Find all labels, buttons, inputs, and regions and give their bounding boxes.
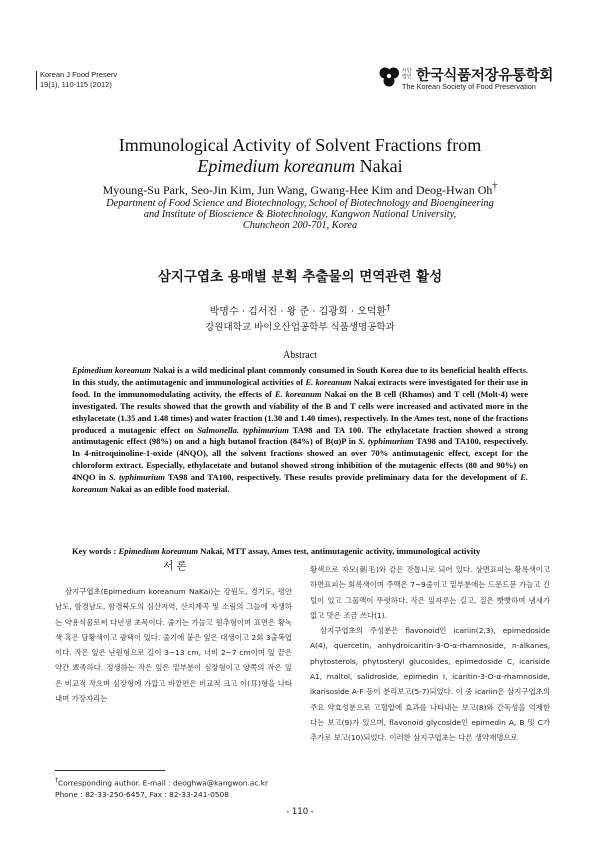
abstract-italic-7: E. koreanum bbox=[72, 472, 528, 495]
affiliation-line2: and Institute of Bioscience & Biotechnology, Kangwon National University, bbox=[143, 209, 457, 220]
abstract-text-7: Nakai as an edible food material. bbox=[107, 484, 230, 495]
korean-author-names: 박명수 · 김서진 · 왕 준 · 김광희 · 오덕환 bbox=[209, 306, 387, 318]
journal-bar bbox=[36, 71, 37, 90]
journal-volume: 19(1), 110-115 (2012) bbox=[40, 80, 112, 89]
abstract-text-3: Nakai on the B cell (Rhamos) and T cell (Molt-4) were investigated. The results showed that the growth and viability of the B and T cells were increased and activated more in the ethylacetate (1.35 and 1.48 times) and water fraction (1.30 and 1.40 times), respectively. In the Ames test, none of the fractions produced a mutagenic effect on bbox=[72, 388, 528, 435]
author-block bbox=[0, 181, 600, 231]
abstract-text-4: TA98 and TA 100. The ethylacetate fraction showed a strong antimutagenic effect (98%) on and a high butanol fraction (84%) of B(α)P in bbox=[72, 424, 528, 447]
footnote-phone: Phone : 82-33-250-6457, Fax : 82-33-241-0508 bbox=[55, 790, 229, 800]
intro-paragraph-2: 삼지구엽초의 주성분은 flavonoid인 icariin(2,3), epimedoside A(4), quercetin, anhydroicaritin-3-O-α-rhamnoside, n-alkanes, phytosterols, phytosteryl glucosides, epimedoside C, icariside A1, maltol, salidroside, epimedin I, icaritin-3-O-α-rhamnoside, ikarisoside A-F 등이 분리보고(5-7)되었다. 이 중 icariin은 삼지구엽초의 주요 약효성분으로 고혈압에 효과를 나타내는 보고(8)와 간독성을 억제한다는 보고(9)가 있으며, flavonoid glycoside인 epimedin A, B 및 C가 추가로 보고(10)되었다. 이러한 삼지구엽초는 다른 생약재명으로 bbox=[310, 626, 550, 743]
intro-paragraph-1: 삼지구엽초(Epimedium koreanum NaKai)는 강원도, 경기도, 평안남도, 함경남도, 함경북도의 심산지역, 산지계곡 및 소림의 그늘에 자생하는 약용식물로써 다년생 초목이다. 줄기는 가늘고 원추형이며 표면은 황녹색 혹은 담황색이고 광택이 있다. 줄기에 붙은 잎은 대생이고 2회 3출복엽이다. 작은 잎은 난원형으로 길이 3~13 cm, 너비 2~7 cm이며 잎 끝은 약간 뾰족하다. 정생하는 작은 잎은 밑부분이 심장형이고 양쪽의 작은 잎은 비교적 작으며 심장형에 가깝고 바깥편은 비교적 크고 이(耳)형을 나타내며 가장자리는 bbox=[55, 587, 292, 704]
abstract-italic-6: S. typhimurium bbox=[109, 472, 165, 483]
abstract-italic-3: E. koreanum bbox=[274, 388, 322, 399]
society-logo bbox=[378, 64, 578, 94]
corresponding-mark: † bbox=[492, 181, 498, 192]
page-number: - 110 - bbox=[286, 807, 314, 817]
society-name-english: The Korean Society of Food Preservation bbox=[402, 82, 536, 91]
section-title-introduction: 서 론 bbox=[163, 560, 187, 572]
keywords-label: Key words : bbox=[72, 546, 119, 556]
abstract-italic-4: Salmonella. typhimurium bbox=[197, 424, 289, 435]
korean-authors bbox=[0, 302, 600, 317]
abstract-italic-1: Epimedium koreanum bbox=[72, 365, 151, 375]
korean-affiliation: 강원대학교 바이오산업공학부 식품생명공학과 bbox=[205, 322, 395, 333]
society-emblem-icon bbox=[378, 66, 400, 88]
left-column bbox=[55, 584, 292, 706]
korean-title: 삼지구엽초 용매별 분획 추출물의 면역관련 활성 bbox=[157, 269, 443, 285]
keywords-list: Nakai, MTT assay, Ames test, antimutagenic activity, immunological activity bbox=[198, 546, 481, 556]
footnote-divider bbox=[55, 770, 165, 771]
intro-paragraph-1-cont: 황색으로 자모(刺毛)와 같은 잔톱니로 되어 있다. 상면표피는 황록색이고 하면표피는 회록색이며 주맥은 7~9줄이고 밑부분에는 드문드문 가늘고 긴 털이 있고 그물맥이 뚜렷하다. 작은 잎자루는 길고, 질은 빳빳하며 냄새가 없고 맛은 조금 쓰다(1). bbox=[310, 565, 550, 620]
abstract-text-5: TA98 and TA100, respectively. In 4-nitroquinoline-1-oxide (4NQO), all the solvent fractions showed an over 70% antimutagenic effect, except for the chloroform extract. Especially, ethylacetate and butanol showed strong inhibition of the mutagenic effects (80 and 90%) on 4NQO in bbox=[72, 436, 528, 483]
footnote bbox=[55, 775, 268, 801]
society-prefix: 사단법인 bbox=[402, 68, 412, 80]
abstract-italic-2: E. koreanum bbox=[305, 376, 352, 387]
species-author: Nakai bbox=[355, 156, 403, 176]
footnote-mark: † bbox=[55, 777, 59, 784]
keywords-italic: Epimedium koreanum bbox=[118, 546, 199, 556]
journal-citation bbox=[40, 70, 117, 90]
author-names: Myoung-Su Park, Seo-Jin Kim, Jun Wang, Gwang-Hee Kim and Deog-Hwan Oh bbox=[102, 183, 493, 197]
abstract-body bbox=[72, 365, 528, 496]
abstract-text-2: Nakai extracts were investigated for their use in food. In the immunomodulating activity, the effects of bbox=[72, 376, 528, 399]
abstract-italic-5: S. typhimurium bbox=[358, 436, 414, 447]
footnote-email: Corresponding author. E-mail : deoghwa@kangwon.ac.kr bbox=[58, 778, 269, 788]
paper-title-line1: Immunological Activity of Solvent Fractions from bbox=[118, 135, 482, 155]
abstract-heading: Abstract bbox=[283, 350, 317, 361]
korean-corresponding-mark: † bbox=[386, 302, 391, 312]
affiliation-line3: Chuncheon 200-701, Korea bbox=[242, 220, 358, 231]
keywords bbox=[72, 546, 542, 556]
affiliation-line1: Department of Food Science and Biotechnology, School of Biotechnology and Bioengineering bbox=[106, 198, 494, 209]
species-name: Epimedium koreanum bbox=[197, 156, 356, 176]
paper-title-line2 bbox=[0, 156, 600, 177]
right-column bbox=[310, 562, 550, 746]
abstract-text-1: Nakai is a wild medicinal plant commonly consumed in South Korea due to its beneficial health effects. In this study, the antimutagenic and immunological activities of bbox=[72, 365, 528, 387]
society-name-korean: 한국식품저장유통학회 bbox=[416, 68, 554, 84]
abstract-text-6: TA98 and TA100, respectively. These results provide preliminary data for the development of bbox=[164, 472, 521, 483]
journal-name: Korean J Food Preserv bbox=[40, 70, 118, 79]
